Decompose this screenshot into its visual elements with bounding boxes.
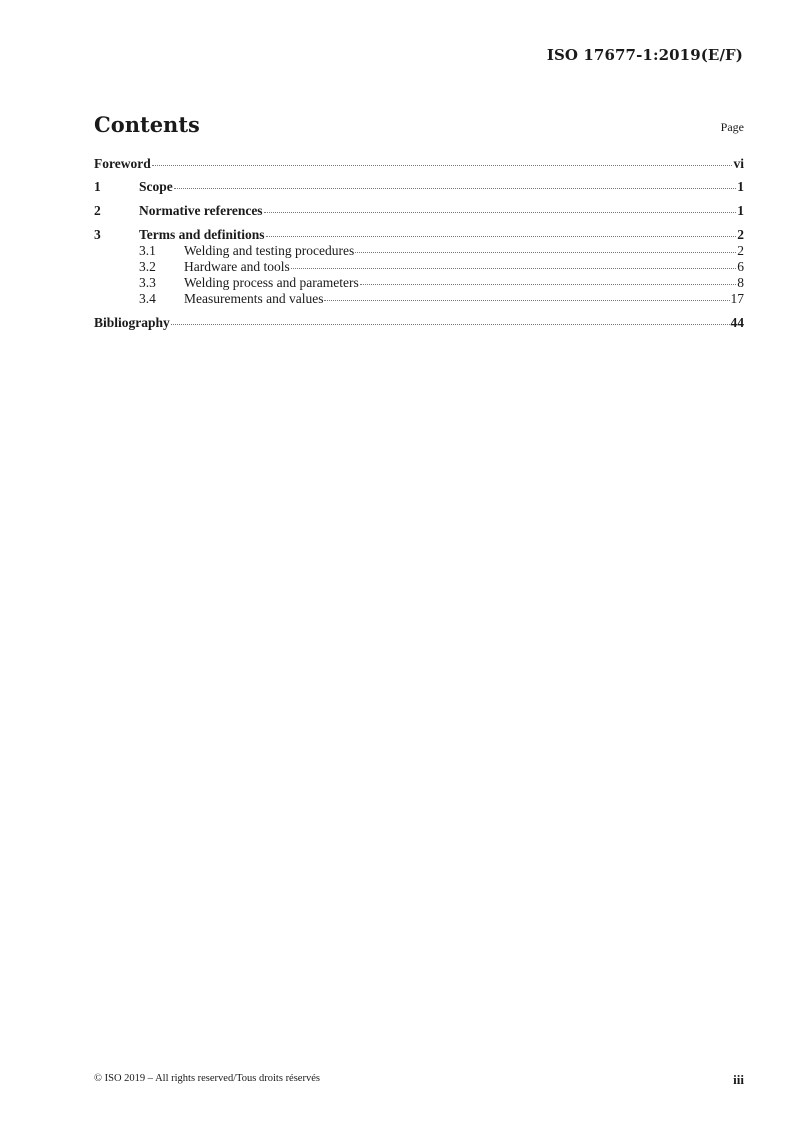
toc-entry-normative-references[interactable] bbox=[94, 203, 744, 219]
toc-entry-number: 2 bbox=[94, 203, 101, 218]
toc-subentry-hardware-and-tools[interactable] bbox=[94, 259, 744, 275]
dot-leader bbox=[355, 252, 736, 253]
toc-entry-number: 3.4 bbox=[139, 291, 156, 306]
toc-entry-number: 3 bbox=[94, 227, 101, 242]
toc-entry-bibliography[interactable] bbox=[94, 315, 744, 331]
dot-leader bbox=[152, 165, 733, 166]
toc-entry-page[interactable]: 1 bbox=[737, 179, 744, 194]
toc-entry-title[interactable]: Measurements and values bbox=[184, 291, 324, 306]
toc-entry-foreword[interactable] bbox=[94, 156, 744, 172]
toc-entry-scope[interactable] bbox=[94, 179, 744, 195]
toc-entry-number: 3.2 bbox=[139, 259, 156, 274]
contents-header bbox=[94, 112, 744, 138]
toc-subentry-welding-testing-procedures[interactable] bbox=[94, 243, 744, 259]
dot-leader bbox=[264, 212, 737, 213]
page-column-label: Page bbox=[720, 120, 744, 134]
dot-leader bbox=[360, 284, 737, 285]
page-footer bbox=[94, 1073, 744, 1089]
toc-subentry-welding-process-parameters[interactable] bbox=[94, 275, 744, 291]
toc-entry-page[interactable]: 2 bbox=[737, 227, 744, 242]
toc-entry-title[interactable]: Welding and testing procedures bbox=[184, 243, 355, 258]
toc-entry-terms-and-definitions[interactable] bbox=[94, 227, 744, 243]
dot-leader bbox=[266, 236, 737, 237]
toc-entry-title[interactable]: Bibliography bbox=[94, 315, 170, 330]
toc-entry-page[interactable]: 17 bbox=[730, 291, 744, 306]
toc-entry-title[interactable]: Welding process and parameters bbox=[184, 275, 359, 290]
contents-title: Contents bbox=[94, 112, 200, 137]
toc-entry-title[interactable]: Normative references bbox=[139, 203, 263, 218]
dot-leader bbox=[171, 324, 730, 325]
dot-leader bbox=[291, 268, 737, 269]
toc-entry-title[interactable]: Scope bbox=[139, 179, 173, 194]
copyright-notice: © ISO 2019 – All rights reserved/Tous droits réservés bbox=[94, 1073, 320, 1084]
toc-subentry-measurements-and-values[interactable] bbox=[94, 291, 744, 307]
toc-entry-page[interactable]: 2 bbox=[737, 243, 744, 258]
page-number: iii bbox=[733, 1072, 744, 1087]
toc-entry-page[interactable]: vi bbox=[733, 156, 744, 171]
toc-entry-number: 3.1 bbox=[139, 243, 156, 258]
toc-entry-number: 3.3 bbox=[139, 275, 156, 290]
toc-entry-page[interactable]: 1 bbox=[737, 203, 744, 218]
toc-entry-number: 1 bbox=[94, 179, 101, 194]
toc-entry-title[interactable]: Foreword bbox=[94, 156, 151, 171]
toc-entry-page[interactable]: 6 bbox=[737, 259, 744, 274]
toc-entry-page[interactable]: 8 bbox=[737, 275, 744, 290]
dot-leader bbox=[324, 300, 729, 301]
toc-entry-title[interactable]: Hardware and tools bbox=[184, 259, 290, 274]
toc-entry-title[interactable]: Terms and definitions bbox=[139, 227, 265, 242]
document-id: ISO 17677-1:2019(E/F) bbox=[546, 46, 743, 64]
dot-leader bbox=[174, 188, 737, 189]
toc-entry-page[interactable]: 44 bbox=[730, 315, 744, 330]
